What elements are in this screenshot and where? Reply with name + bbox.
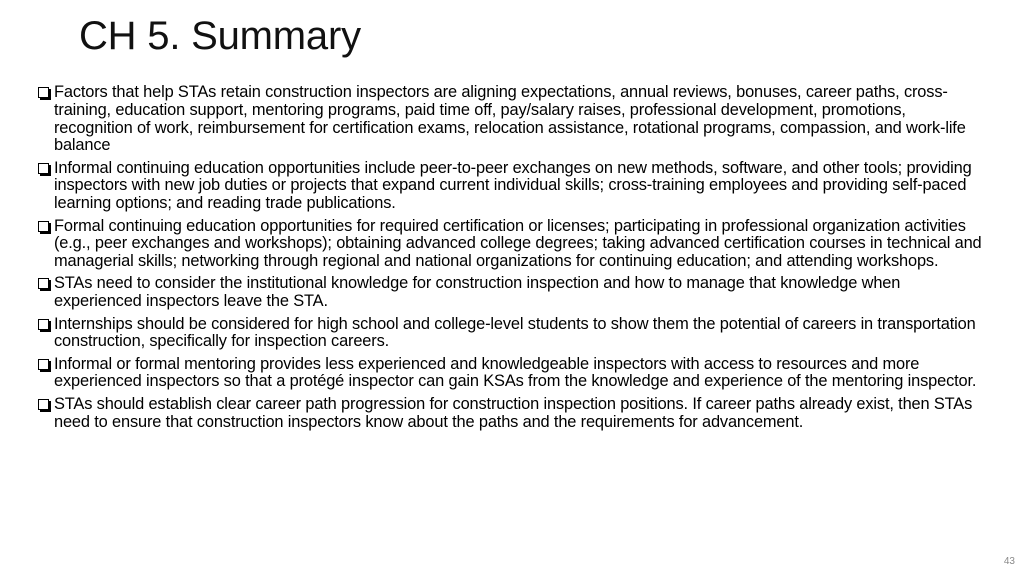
- bullet-item: [36, 316, 986, 352]
- bullet-text: Factors that help STAs retain construction inspectors are aligning expectations, annual reviews, bonuses, career paths, cross-training, education support, mentoring programs, paid time off, pay/salary raises, professional development, promotions, recognition of work, reimbursement for certification exams, relocation assistance, rotational programs, compassion, and work-life balance: [54, 83, 966, 155]
- bullet-list: [36, 84, 986, 436]
- bullet-item: [36, 84, 986, 155]
- slide-title: CH 5. Summary: [79, 14, 361, 58]
- bullet-text: Informal continuing education opportunities include peer-to-peer exchanges on new methods, software, and other tools; providing inspectors with new job duties or projects that expand current individual skills; cross-training employees and providing self-paced learning options; and reading trade publications.: [54, 158, 972, 213]
- checkbox-square-icon: [38, 87, 49, 98]
- bullet-text: Internships should be considered for high school and college-level students to show them the potential of careers in transportation construction, specifically for inspection careers.: [54, 314, 976, 351]
- bullet-text: STAs should establish clear career path progression for construction inspection positions. If career paths already exist, then STAs need to ensure that construction inspectors know about the paths and the requirements for advancement.: [54, 394, 973, 431]
- bullet-item: [36, 218, 986, 271]
- page-number: 43: [1003, 556, 1015, 567]
- bullet-item: [36, 275, 986, 311]
- checkbox-square-icon: [38, 163, 49, 174]
- checkbox-square-icon: [38, 399, 49, 410]
- bullet-item: [36, 396, 986, 432]
- checkbox-square-icon: [38, 359, 49, 370]
- bullet-item: [36, 356, 986, 392]
- bullet-text: Informal or formal mentoring provides less experienced and knowledgeable inspectors with access to resources and more experienced inspectors so that a protégé inspector can gain KSAs from the knowledge and experience of the mentoring inspector.: [54, 354, 977, 391]
- checkbox-square-icon: [38, 221, 49, 232]
- bullet-text: STAs need to consider the institutional knowledge for construction inspection and how to manage that knowledge when experienced inspectors leave the STA.: [54, 274, 901, 311]
- checkbox-square-icon: [38, 278, 49, 289]
- bullet-item: [36, 160, 986, 213]
- bullet-text: Formal continuing education opportunities for required certification or licenses; participating in professional organization activities (e.g., peer exchanges and workshops); obtaining advanced college degrees; taking advanced certification courses in technical and managerial skills; networking through regional and national organizations for continuing education; and attending workshops.: [54, 216, 982, 271]
- checkbox-square-icon: [38, 319, 49, 330]
